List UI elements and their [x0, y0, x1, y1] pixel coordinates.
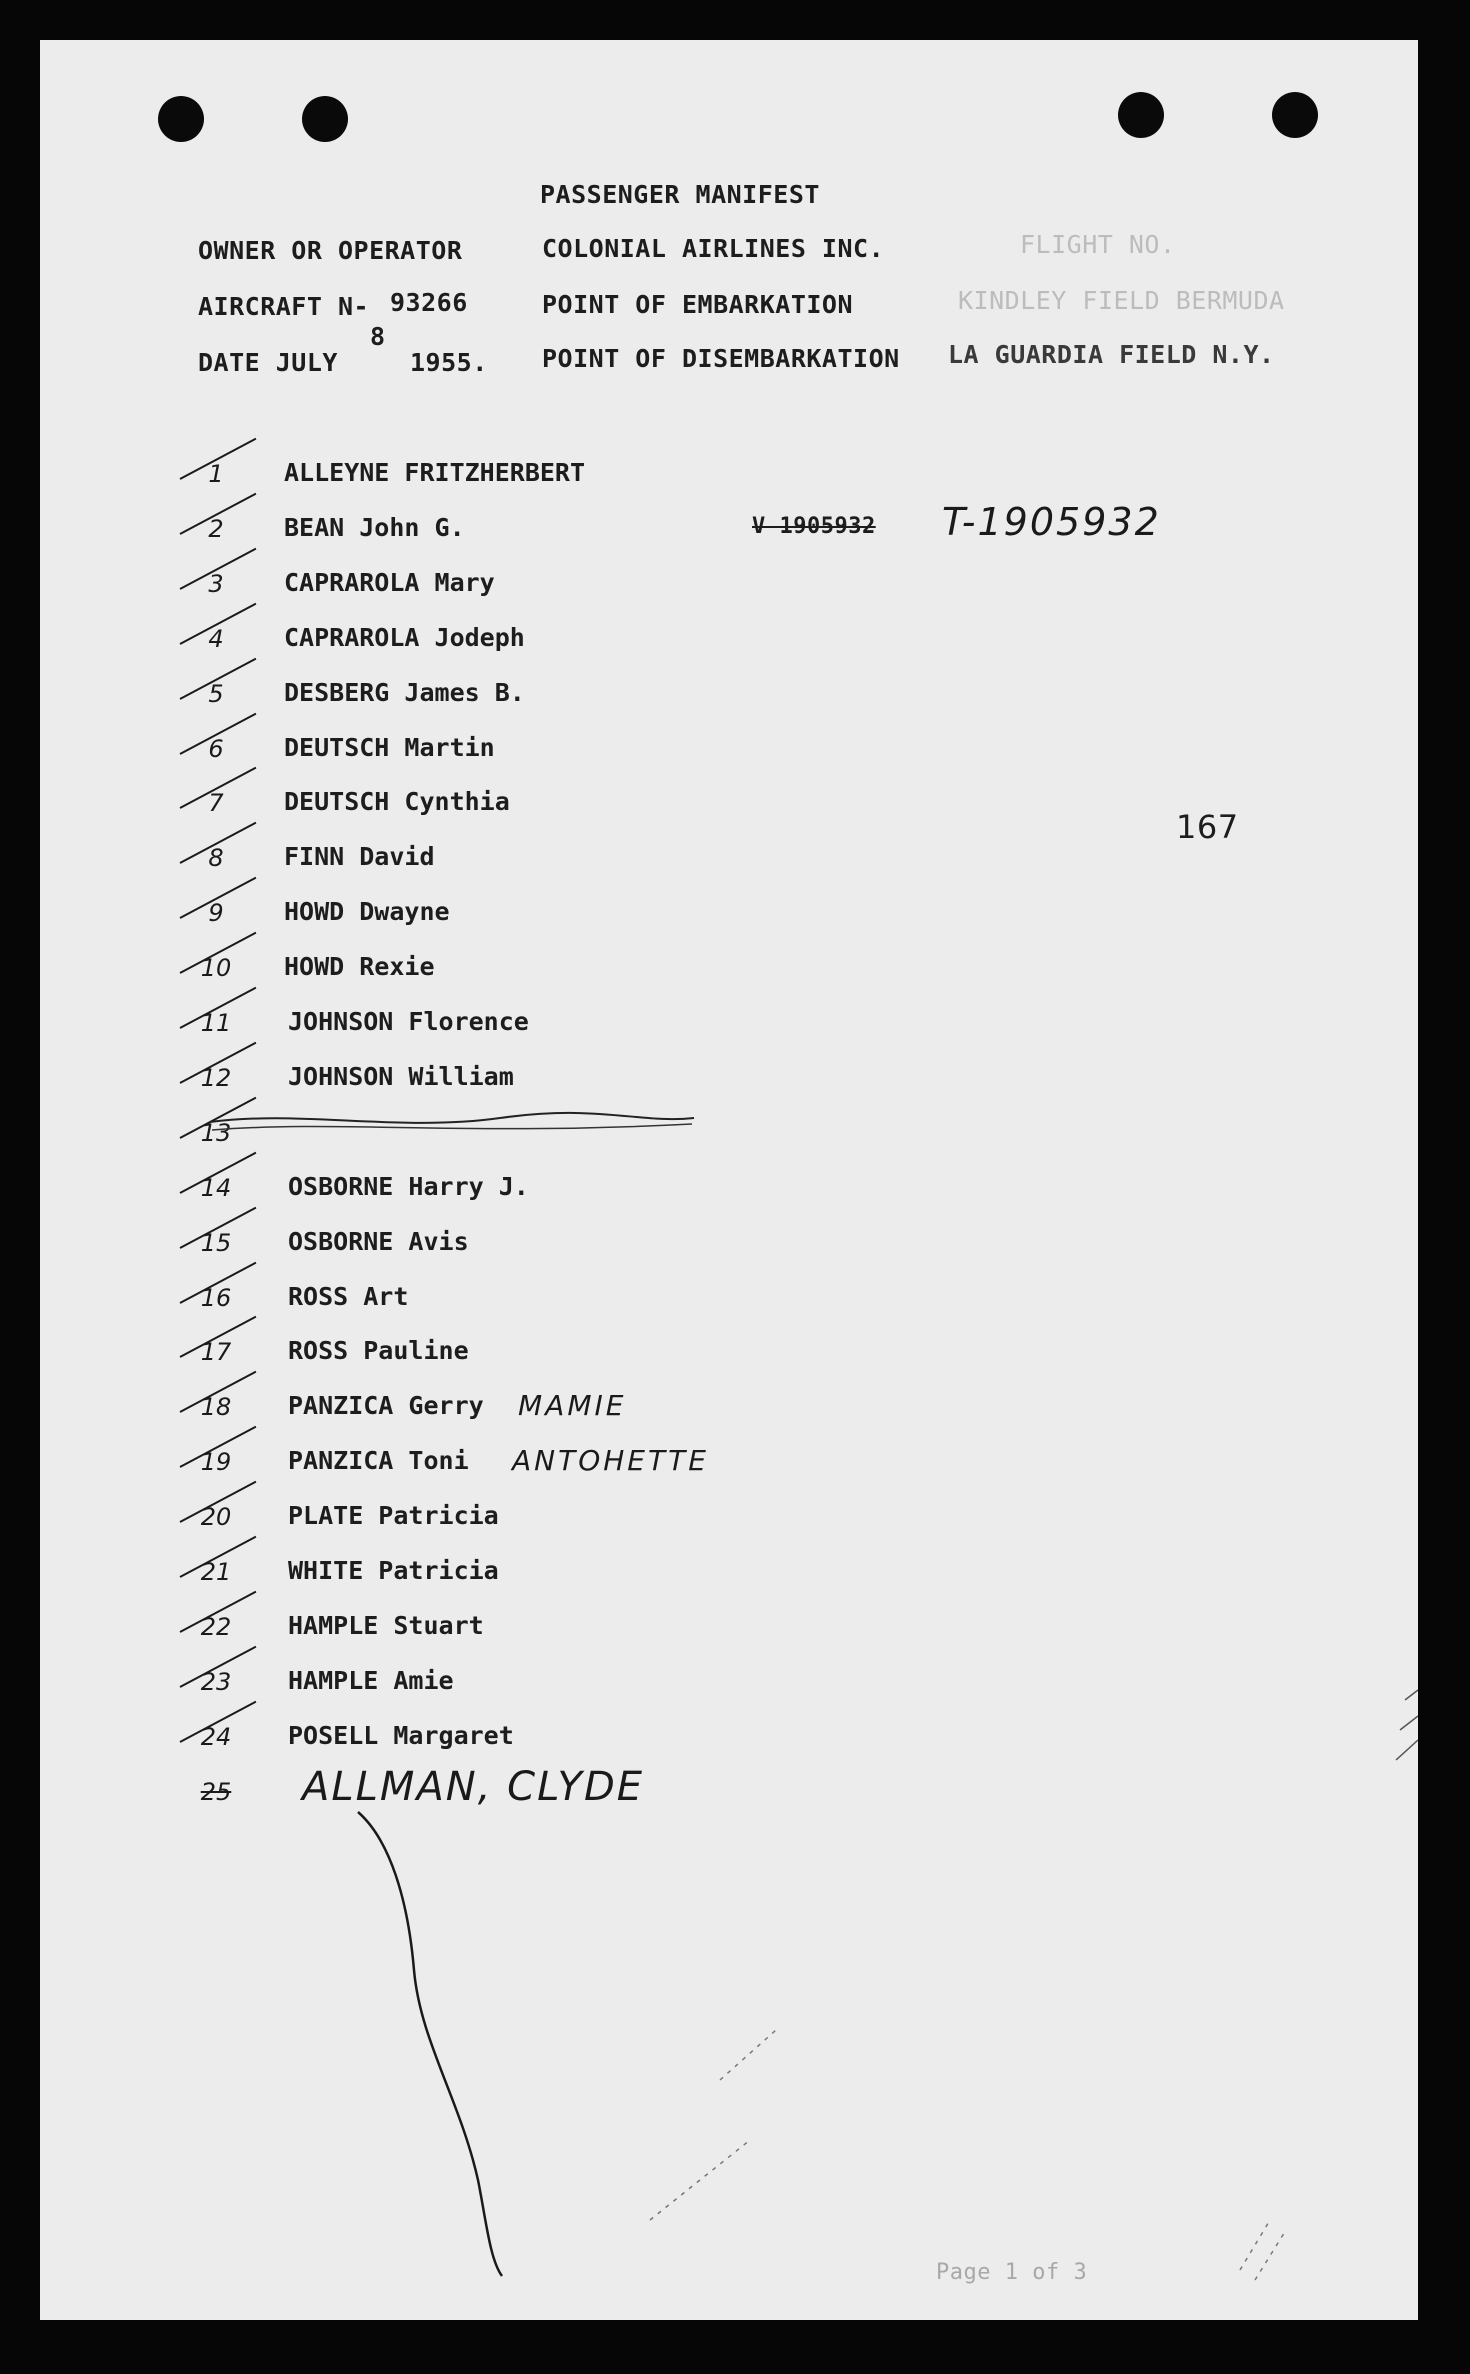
passenger-number: 7 — [208, 789, 224, 817]
embarkation-value: KINDLEY FIELD BERMUDA — [958, 286, 1285, 315]
passenger-number: 16 — [200, 1284, 232, 1312]
passenger-number: 11 — [200, 1009, 232, 1037]
passenger-number: 25 — [200, 1778, 232, 1806]
passenger-number: 9 — [208, 899, 224, 927]
passenger-number: 13 — [200, 1119, 232, 1147]
page-count: 167 — [1176, 808, 1239, 846]
passenger-name: ALLMAN, CLYDE — [302, 1764, 645, 1810]
passenger-name: CAPRAROLA Mary — [284, 568, 495, 597]
footer-page: Page 1 of 3 — [936, 2260, 1088, 2285]
passenger-number: 15 — [200, 1229, 232, 1257]
passenger-name: WHITE Patricia — [288, 1556, 499, 1585]
passenger-name: HAMPLE Amie — [288, 1666, 454, 1695]
passenger-number: 2 — [208, 515, 224, 543]
handwritten-note: ANTOHETTE — [512, 1444, 709, 1477]
passenger-number: 17 — [200, 1338, 232, 1366]
disembarkation-value: LA GUARDIA FIELD N.Y. — [948, 340, 1275, 369]
date-day: 8 — [370, 322, 386, 351]
passenger-number: 6 — [208, 735, 224, 763]
passenger-name: PANZICA Gerry — [288, 1391, 484, 1420]
disembarkation-label: POINT OF DISEMBARKATION — [542, 344, 900, 373]
date-year: 1955. — [410, 348, 488, 377]
manifest-title: PASSENGER MANIFEST — [540, 180, 820, 209]
diag-scratch — [650, 2030, 1286, 2280]
pen-marks — [40, 40, 1418, 2320]
owner-label: OWNER OR OPERATOR — [198, 236, 463, 265]
aircraft-value: 93266 — [390, 288, 468, 317]
passenger-number: 8 — [208, 844, 224, 872]
passenger-number: 3 — [208, 570, 224, 598]
passenger-number: 4 — [208, 625, 224, 653]
struck-number: V 1905932 — [752, 514, 876, 539]
passenger-name: HOWD Rexie — [284, 952, 435, 981]
passenger-name: ALLEYNE FRITZHERBERT — [284, 458, 586, 487]
passenger-name: JOHNSON William — [288, 1062, 514, 1091]
passenger-name: HOWD Dwayne — [284, 897, 450, 926]
passenger-number: 14 — [200, 1174, 232, 1202]
owner-value: COLONIAL AIRLINES INC. — [542, 234, 885, 263]
passenger-number: 1 — [208, 460, 224, 488]
passenger-name: POSELL Margaret — [288, 1721, 514, 1750]
passenger-number: 12 — [200, 1064, 232, 1092]
passenger-name: FINN David — [284, 842, 435, 871]
passenger-name: HAMPLE Stuart — [288, 1611, 484, 1640]
passenger-name: JOHNSON Florence — [288, 1007, 529, 1036]
passenger-number: 18 — [200, 1393, 232, 1421]
passenger-name: DEUTSCH Martin — [284, 733, 495, 762]
passenger-name: DEUTSCH Cynthia — [284, 787, 510, 816]
manifest-page — [40, 40, 1418, 2320]
flight-label: FLIGHT NO. — [1020, 230, 1176, 259]
passenger-name: DESBERG James B. — [284, 678, 525, 707]
passenger-number: 10 — [200, 954, 232, 982]
passenger-number: 24 — [200, 1723, 232, 1751]
allman-arrow — [358, 1812, 502, 2276]
passenger-name: PLATE Patricia — [288, 1501, 499, 1530]
passenger-name: OSBORNE Harry J. — [288, 1172, 529, 1201]
line-13-strike — [212, 1124, 692, 1130]
embarkation-label: POINT OF EMBARKATION — [542, 290, 854, 319]
handwritten-number: T-1905932 — [942, 500, 1161, 544]
passenger-name: OSBORNE Avis — [288, 1227, 469, 1256]
line-13-strike — [210, 1113, 694, 1123]
passenger-name: ROSS Art — [288, 1282, 409, 1311]
margin-scribble — [1396, 1690, 1418, 1760]
aircraft-label: AIRCRAFT N- — [198, 292, 370, 321]
passenger-name: ROSS Pauline — [288, 1336, 469, 1365]
date-label: DATE JULY — [198, 348, 338, 377]
passenger-name: CAPRAROLA Jodeph — [284, 623, 525, 652]
passenger-number: 21 — [200, 1558, 232, 1586]
passenger-name: BEAN John G. — [284, 513, 465, 542]
passenger-number: 23 — [200, 1668, 232, 1696]
passenger-number: 19 — [200, 1448, 232, 1476]
handwritten-note: MAMIE — [518, 1389, 627, 1422]
passenger-number: 20 — [200, 1503, 232, 1531]
passenger-name: PANZICA Toni — [288, 1446, 469, 1475]
passenger-number: 22 — [200, 1613, 232, 1641]
passenger-number: 5 — [208, 680, 224, 708]
